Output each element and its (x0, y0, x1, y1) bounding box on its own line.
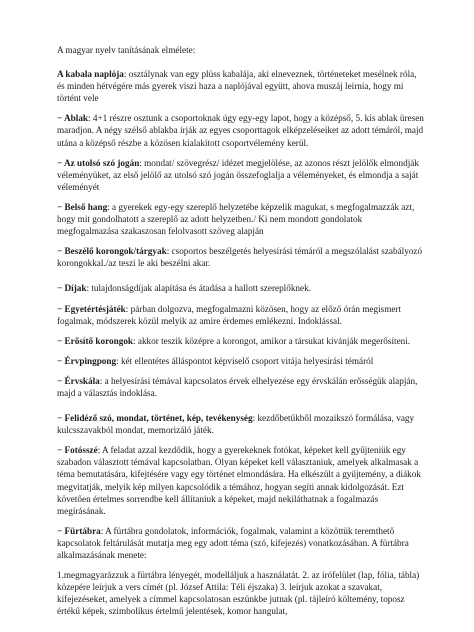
method-term: − Érvpingpong (57, 355, 117, 366)
method-term: − Beszélő korongok/tárgyak (57, 246, 167, 257)
method-term: − Díjak (57, 283, 87, 294)
document-heading: A magyar nyelv tanításának elmélete: (57, 45, 196, 55)
method-description: : a helyesírási témával kapcsolatos érvek elhelyezése egy érvskálán erősségük alapján, majd a választás indoklása. (57, 375, 418, 398)
method-paragraph (57, 412, 426, 436)
method-description: : A fürtábra gondolatok, információk, fogalmak, valamint a közöttük teremthető kapcsolatok feltárulását mutatja meg egy adott téma (szó, kifejezés) vonatkozásában. A fürtábra alkalmazásának menete: (57, 525, 409, 560)
method-description: : A feladat azzal kezdődik, hogy a gyerekeknek fotókat, képeket kell gyűjteniük egy szabadon választott témával kapcsolatban. Olyan képeket kell választaniuk, amelyek alkalmasak a téma bemutatására, kifejtésére vagy egy történet elmondására. Ha elkészült a gyűjtemény, a diákok megvitatják, melyik kép milyen kapcsolódik a témához, hogyan segíti annak kidolgozását. Ezt követően értelmes sorrendbe kell állítaniuk a képeket, majd nekiláthatnak a fogalmazás megírásának. (57, 445, 421, 516)
method-paragraph (57, 245, 426, 269)
method-term: − Ablak (57, 113, 89, 124)
method-description: : tulajdonságdíjak alapítása és átadása a hallott szereplőknek. (86, 283, 311, 294)
method-paragraph (57, 355, 426, 367)
method-paragraph (57, 525, 426, 561)
method-description: : 4+1 részre osztunk a csoportoknak úgy egy-egy lapot, hogy a középső, 5. kis ablak üresen maradjon. A négy szélső ablakba írják az egyes csoporttagok elképzeléseiket az adott témáról, majd utána a középső részbe a közösen kialakított csoportvélemény kerül. (57, 113, 424, 148)
method-paragraph (57, 282, 426, 294)
method-term: − Belső hang (57, 201, 108, 212)
method-paragraph (57, 375, 426, 399)
method-description: 1.megmagyarázzuk a fürtábra lényegét, modelláljuk a használatát. 2. az írófelület (lap, fólia, tábla) közepére leírjuk a vers címét (pl. József Attila: Téli éjszaka) 3. leírjuk azokat a szavakat, kifejezéseket, amelyek a címmel kapcsolatosan eszünkbe jutnak (pl. tájleíró költemény, toposz értékű képek, szimbolikus értelmű jelentések, komor hangulat, (57, 570, 420, 617)
method-description: : a gyerekek egy-egy szereplő helyzetébe képzelik magukat, s megfogalmazzák azt, hogy mit gondolhatott a szereplő az adott helyzetben./ Ki nem mondott gondolatok megfogalmazása szakaszosan felolvasott szöveg alapján (57, 201, 415, 237)
method-term: − Fotósszé (57, 445, 98, 456)
method-description: : két ellentétes álláspontot képviselő csoport vitája helyesírási témáról (116, 355, 374, 366)
method-paragraph (57, 303, 426, 327)
method-term: − Az utolsó szó jogán (57, 157, 140, 168)
method-description: : párban dolgozva, megfogalmazni közösen, hogy az előző órán megismert fogalmak, módszerek közül melyik az amire érdemes emlékezni. Indoklással. (57, 303, 402, 326)
method-paragraph (57, 112, 426, 148)
method-description: : csoportos beszélgetés helyesírási témáról a megszólalást szabályozó korongokkal./az teszi le aki beszélni akar. (57, 246, 423, 269)
method-term: − Fürtábra (57, 525, 101, 536)
method-paragraph (57, 444, 426, 517)
method-term: A kabala naplója (57, 69, 124, 80)
method-description: : mondat/ szövegrész/ idézet megjelölése, az azonos részt jelölők elmondják véleményüket, az első jelölő az utolsó szó jogán összefoglalja a véleményeket, és elmondja a saját véleményét (57, 157, 419, 192)
method-paragraph (57, 335, 426, 347)
method-paragraph (57, 569, 426, 617)
method-paragraph (57, 201, 426, 237)
method-paragraph (57, 157, 426, 193)
method-paragraph (57, 68, 426, 104)
method-term: − Erősítő korongok (57, 335, 134, 346)
document-body (57, 68, 426, 617)
method-description: : akkor teszik középre a korongot, amikor a társukat kívánják megerősíteni. (133, 335, 411, 346)
method-term: − Felidéző szó, mondat, történet, kép, tevékenység (57, 413, 253, 424)
method-description: : osztálynak van egy plüss kabalája, aki elneveznek, történeteket mesélnek róla, és minden hétvégére más gyerek viszi haza a naplójával együtt, ahova muszáj leírnia, hogy mi történt vele (57, 69, 417, 104)
method-description: : kezdőbetűkből mozaikszó formálása, vagy kulcsszavakból mondat, memorizáló játék. (57, 413, 415, 436)
method-term: − Érvskála (57, 375, 100, 386)
method-term: − Egyetértésjáték (57, 303, 126, 314)
